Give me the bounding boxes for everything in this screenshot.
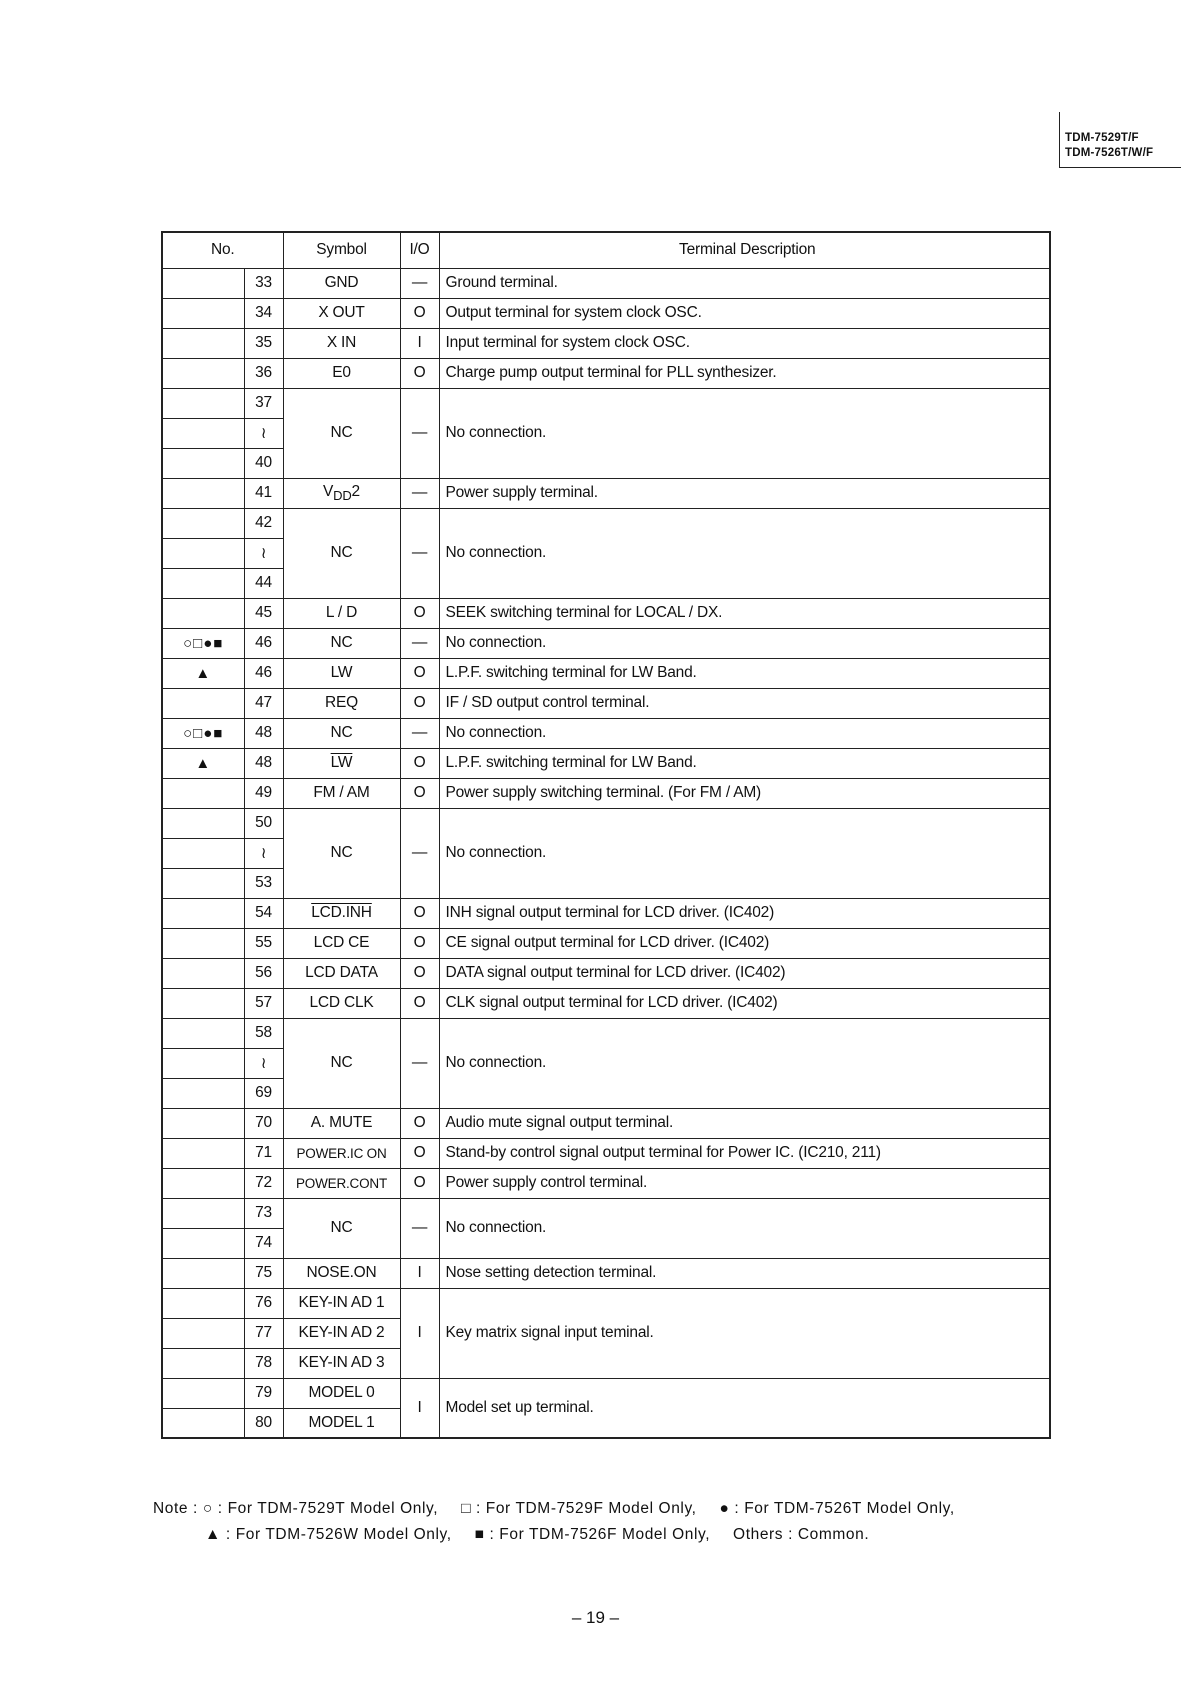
pin-io: O — [400, 358, 439, 388]
pin-description: Ground terminal. — [439, 268, 1050, 298]
model-mark — [162, 418, 244, 448]
pin-symbol: NC — [283, 808, 400, 898]
pin-io: O — [400, 988, 439, 1018]
pin-number: 72 — [244, 1168, 283, 1198]
pin-number: 75 — [244, 1258, 283, 1288]
model-mark — [162, 1198, 244, 1228]
pin-number: 45 — [244, 598, 283, 628]
model-mark — [162, 1408, 244, 1438]
note-row-1 — [153, 1496, 1053, 1522]
pin-symbol: NOSE.ON — [283, 1258, 400, 1288]
note-label: Note : — [153, 1500, 198, 1517]
pin-symbol: NC — [283, 1198, 400, 1258]
pin-symbol: REQ — [283, 688, 400, 718]
model-mark — [162, 1168, 244, 1198]
note-others: Others : Common. — [733, 1526, 870, 1543]
header-symbol: Symbol — [283, 232, 400, 268]
pin-io: — — [400, 1018, 439, 1108]
model-mark — [162, 298, 244, 328]
pin-number: 33 — [244, 268, 283, 298]
model-note — [153, 1496, 1053, 1548]
table-row — [162, 358, 1050, 388]
model-mark — [162, 1378, 244, 1408]
model-mark — [162, 598, 244, 628]
table-row — [162, 1288, 1050, 1318]
table-row — [162, 298, 1050, 328]
pin-number: 54 — [244, 898, 283, 928]
model-mark — [162, 478, 244, 508]
pin-number: 46 — [244, 658, 283, 688]
model-mark — [162, 358, 244, 388]
pin-description: Power supply control terminal. — [439, 1168, 1050, 1198]
pin-description: L.P.F. switching terminal for LW Band. — [439, 748, 1050, 778]
table-row — [162, 628, 1050, 658]
model-mark — [162, 568, 244, 598]
pin-io: — — [400, 808, 439, 898]
pin-description: Power supply terminal. — [439, 478, 1050, 508]
pin-io: — — [400, 388, 439, 478]
model-mark — [162, 1048, 244, 1078]
pin-io: O — [400, 958, 439, 988]
pin-symbol: KEY-IN AD 1 — [283, 1288, 400, 1318]
model-line-1: TDM-7529T/F — [1065, 132, 1139, 144]
pin-symbol-lw-bar — [283, 748, 400, 778]
table-row — [162, 478, 1050, 508]
pin-io: I — [400, 1288, 439, 1378]
pin-symbol: FM / AM — [283, 778, 400, 808]
pin-symbol: MODEL 1 — [283, 1408, 400, 1438]
note-text: : For TDM-7526T Model Only, — [734, 1500, 955, 1517]
pin-symbol: POWER.CONT — [283, 1168, 400, 1198]
pin-io: — — [400, 718, 439, 748]
note-row-2 — [153, 1522, 1053, 1548]
pin-number: 34 — [244, 298, 283, 328]
pin-io: O — [400, 1108, 439, 1138]
pin-symbol: KEY-IN AD 3 — [283, 1348, 400, 1378]
pin-number: 69 — [244, 1078, 283, 1108]
pin-io: O — [400, 1138, 439, 1168]
pin-number: 47 — [244, 688, 283, 718]
table-row — [162, 688, 1050, 718]
pin-description: No connection. — [439, 508, 1050, 598]
pin-number: 76 — [244, 1288, 283, 1318]
pin-symbol: NC — [283, 388, 400, 478]
table-row — [162, 1168, 1050, 1198]
model-mark: ○□●■ — [162, 628, 244, 658]
table-row — [162, 1258, 1050, 1288]
pin-number: 37 — [244, 388, 283, 418]
pin-description: Power supply switching terminal. (For FM / AM) — [439, 778, 1050, 808]
pin-number: 77 — [244, 1318, 283, 1348]
table-row — [162, 268, 1050, 298]
pin-description: No connection. — [439, 808, 1050, 898]
pin-symbol: NC — [283, 628, 400, 658]
pin-number: 70 — [244, 1108, 283, 1138]
header-no: No. — [162, 232, 283, 268]
pin-description: INH signal output terminal for LCD driver. (IC402) — [439, 898, 1050, 928]
range-tilde: ≀ — [244, 1048, 283, 1078]
pin-description: CLK signal output terminal for LCD driver. (IC402) — [439, 988, 1050, 1018]
model-mark — [162, 538, 244, 568]
pin-description: IF / SD output control terminal. — [439, 688, 1050, 718]
model-mark — [162, 928, 244, 958]
pin-description: L.P.F. switching terminal for LW Band. — [439, 658, 1050, 688]
model-mark — [162, 838, 244, 868]
table-row — [162, 1138, 1050, 1168]
model-mark — [162, 808, 244, 838]
model-mark — [162, 1258, 244, 1288]
pin-symbol: KEY-IN AD 2 — [283, 1318, 400, 1348]
note-text: : For TDM-7526W Model Only, — [225, 1526, 452, 1543]
pin-number: 74 — [244, 1228, 283, 1258]
pin-description: Stand-by control signal output terminal for Power IC. (IC210, 211) — [439, 1138, 1050, 1168]
note-text: : For TDM-7529F Model Only, — [475, 1500, 697, 1517]
model-mark — [162, 898, 244, 928]
pin-number: 78 — [244, 1348, 283, 1378]
model-mark — [162, 328, 244, 358]
pin-io: O — [400, 748, 439, 778]
table-row — [162, 1378, 1050, 1408]
table-row — [162, 718, 1050, 748]
pin-number: 56 — [244, 958, 283, 988]
note-text: : For TDM-7526F Model Only, — [489, 1526, 711, 1543]
pin-number: 55 — [244, 928, 283, 958]
pin-io: — — [400, 1198, 439, 1258]
pin-description: DATA signal output terminal for LCD driver. (IC402) — [439, 958, 1050, 988]
table-row — [162, 958, 1050, 988]
model-mark — [162, 1228, 244, 1258]
pin-description: SEEK switching terminal for LOCAL / DX. — [439, 598, 1050, 628]
header-io: I/O — [400, 232, 439, 268]
pin-symbol: NC — [283, 1018, 400, 1108]
table-row — [162, 898, 1050, 928]
pin-io: — — [400, 628, 439, 658]
page-number: – 19 – — [571, 1608, 620, 1627]
table-row — [162, 988, 1050, 1018]
model-mark — [162, 688, 244, 718]
pin-io: I — [400, 1258, 439, 1288]
pin-symbol: POWER.IC ON — [283, 1138, 400, 1168]
table-row — [162, 928, 1050, 958]
pin-description: Nose setting detection terminal. — [439, 1258, 1050, 1288]
table-row — [162, 1198, 1050, 1228]
range-tilde: ≀ — [244, 538, 283, 568]
pin-io: — — [400, 508, 439, 598]
pin-description: Key matrix signal input teminal. — [439, 1288, 1050, 1378]
pin-number: 57 — [244, 988, 283, 1018]
range-tilde: ≀ — [244, 418, 283, 448]
pin-symbol: L / D — [283, 598, 400, 628]
table-header-row — [162, 232, 1050, 268]
pin-io: — — [400, 478, 439, 508]
pin-symbol: $\overline{LW}$ — [330, 754, 353, 771]
pin-io: O — [400, 898, 439, 928]
model-mark — [162, 1318, 244, 1348]
pin-description: CE signal output terminal for LCD driver. (IC402) — [439, 928, 1050, 958]
model-mark: ▲ — [162, 748, 244, 778]
pin-number: 48 — [244, 718, 283, 748]
pin-number: 36 — [244, 358, 283, 388]
pin-io: O — [400, 688, 439, 718]
table-row — [162, 658, 1050, 688]
note-text: : For TDM-7529T Model Only, — [217, 1500, 439, 1517]
model-mark — [162, 1018, 244, 1048]
table-row — [162, 328, 1050, 358]
terminal-table — [161, 231, 1051, 1439]
model-mark — [162, 508, 244, 538]
pin-description: Audio mute signal output terminal. — [439, 1108, 1050, 1138]
model-mark — [162, 388, 244, 418]
model-mark — [162, 268, 244, 298]
model-mark — [162, 1348, 244, 1378]
model-mark — [162, 1108, 244, 1138]
pin-number: 80 — [244, 1408, 283, 1438]
pin-number: 71 — [244, 1138, 283, 1168]
pin-description: No connection. — [439, 1198, 1050, 1258]
pin-symbol: NC — [283, 508, 400, 598]
model-mark — [162, 868, 244, 898]
pin-description: No connection. — [439, 388, 1050, 478]
pin-io: O — [400, 298, 439, 328]
circle-icon: ○ — [202, 1500, 213, 1517]
pin-io: I — [400, 328, 439, 358]
filled-circle-icon: ● — [719, 1500, 730, 1517]
pin-symbol: A. MUTE — [283, 1108, 400, 1138]
pin-symbol: MODEL 0 — [283, 1378, 400, 1408]
pin-io: I — [400, 1378, 439, 1438]
pin-number: 40 — [244, 448, 283, 478]
model-mark: ○□●■ — [162, 718, 244, 748]
pin-io: O — [400, 928, 439, 958]
pin-number: 42 — [244, 508, 283, 538]
pin-description: No connection. — [439, 718, 1050, 748]
model-mark — [162, 958, 244, 988]
pin-description: Input terminal for system clock OSC. — [439, 328, 1050, 358]
model-mark — [162, 448, 244, 478]
pin-number: 41 — [244, 478, 283, 508]
table-row — [162, 778, 1050, 808]
model-mark: ▲ — [162, 658, 244, 688]
model-mark — [162, 778, 244, 808]
table-row — [162, 388, 1050, 418]
pin-number: 46 — [244, 628, 283, 658]
pin-io: O — [400, 1168, 439, 1198]
pin-symbol: LCD CE — [283, 928, 400, 958]
pin-number: 79 — [244, 1378, 283, 1408]
model-mark — [162, 1288, 244, 1318]
pin-symbol: GND — [283, 268, 400, 298]
triangle-icon: ▲ — [205, 1526, 221, 1543]
model-mark — [162, 1138, 244, 1168]
pin-description: No connection. — [439, 1018, 1050, 1108]
pin-number: 35 — [244, 328, 283, 358]
pin-io: O — [400, 598, 439, 628]
pin-description: No connection. — [439, 628, 1050, 658]
table-row — [162, 1018, 1050, 1048]
pin-symbol: X OUT — [283, 298, 400, 328]
model-header — [1059, 112, 1181, 168]
table-row — [162, 808, 1050, 838]
pin-number: 48 — [244, 748, 283, 778]
pin-symbol: LW — [283, 658, 400, 688]
pin-symbol: NC — [283, 718, 400, 748]
model-mark — [162, 1078, 244, 1108]
header-description: Terminal Description — [439, 232, 1050, 268]
pin-number: 50 — [244, 808, 283, 838]
pin-symbol: LCD.INH — [311, 904, 372, 921]
pin-io: — — [400, 268, 439, 298]
pin-symbol-lcd-inh — [283, 898, 400, 928]
pin-number: 73 — [244, 1198, 283, 1228]
table-row — [162, 508, 1050, 538]
table-row — [162, 748, 1050, 778]
pin-symbol-vdd2: $V_{DD}2$ — [283, 478, 400, 508]
pin-number: 58 — [244, 1018, 283, 1048]
pin-symbol: LCD CLK — [283, 988, 400, 1018]
pin-number: 53 — [244, 868, 283, 898]
model-mark — [162, 988, 244, 1018]
pin-description: Charge pump output terminal for PLL synthesizer. — [439, 358, 1050, 388]
model-line-2: TDM-7526T/W/F — [1065, 147, 1154, 159]
pin-io: O — [400, 658, 439, 688]
pin-symbol: E0 — [283, 358, 400, 388]
pin-description: Output terminal for system clock OSC. — [439, 298, 1050, 328]
range-tilde: ≀ — [244, 838, 283, 868]
pin-io: O — [400, 778, 439, 808]
filled-square-icon: ■ — [474, 1526, 485, 1543]
table-row — [162, 1108, 1050, 1138]
pin-symbol: X IN — [283, 328, 400, 358]
square-outline-icon: □ — [461, 1500, 472, 1517]
pin-description: Model set up terminal. — [439, 1378, 1050, 1438]
table-row — [162, 598, 1050, 628]
pin-number: 44 — [244, 568, 283, 598]
pin-number: 49 — [244, 778, 283, 808]
pin-symbol: LCD DATA — [283, 958, 400, 988]
